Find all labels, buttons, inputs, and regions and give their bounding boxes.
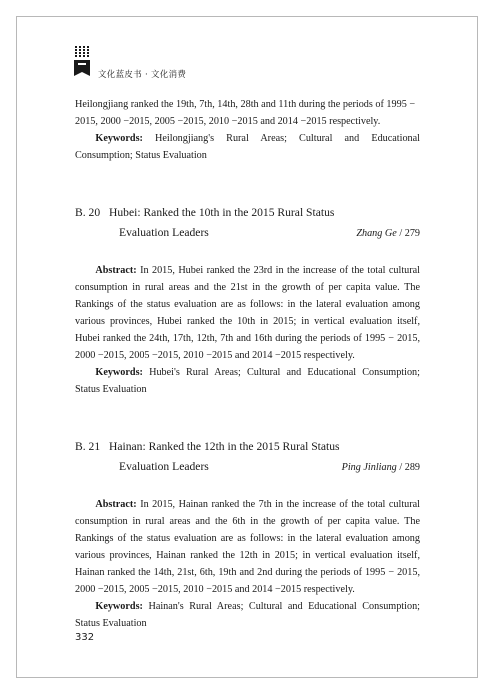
entry-subtitle-line xyxy=(75,458,420,476)
entry-number: B. 20 xyxy=(75,206,101,219)
keywords-text: Hainan's Rural Areas; Cultural and Educational Consumption; Status Evaluation xyxy=(75,601,420,629)
continued-keywords xyxy=(75,130,420,164)
entry-page-ref: 289 xyxy=(404,462,420,473)
entry-keywords xyxy=(75,364,420,398)
abstract-label: Abstract: xyxy=(95,499,137,510)
entry-author: Zhang Ge / 279 xyxy=(356,228,420,239)
keywords-text: Hubei's Rural Areas; Cultural and Educational Consumption; Status Evaluation xyxy=(75,367,420,395)
keywords-label: Keywords: xyxy=(95,133,143,144)
entry-title xyxy=(75,204,420,221)
continued-abstract: Heilongjiang ranked the 19th, 7th, 14th, 28th and 11th during the periods of 1995 − 2015, 2000 −2015, 2005 −2015, 2010 −2015 and 2014 −2015 respectively. xyxy=(75,99,416,127)
entry-subtitle-line xyxy=(75,224,420,242)
entry-b21 xyxy=(75,438,420,632)
book-logo-icon xyxy=(74,46,92,78)
entry-title-line2: Evaluation Leaders xyxy=(119,460,209,473)
entry-title-line2: Evaluation Leaders xyxy=(119,226,209,239)
keywords-text: Heilongjiang's Rural Areas; Cultural and Educational Consumption; Status Evaluation xyxy=(75,133,420,161)
abstract-label: Abstract: xyxy=(95,265,137,276)
keywords-label: Keywords: xyxy=(95,367,143,378)
entry-abstract xyxy=(75,262,420,364)
entry-page-ref: 279 xyxy=(404,228,420,239)
abstract-text: In 2015, Hainan ranked the 7th in the increase of the total cultural consumption in rural areas and the 6th in the growth of per capita value. The Rankings of the status evaluation are as follows: in the lateral evaluation among various provinces, Hainan ranked the 12th in 2015; in vertical evaluation itself, Hainan ranked the 14th, 21st, 6th, 19th and 2nd during the periods of 1995 − 2015, 2000 −2015, 2005 −2015, 2010 −2015 and 2014 −2015 respectively. xyxy=(75,499,420,595)
keywords-label: Keywords: xyxy=(95,601,143,612)
page-content xyxy=(75,96,420,632)
abstract-text: In 2015, Hubei ranked the 23rd in the increase of the total cultural consumption in rural areas and the 21st in the growth of per capita value. The Rankings of the status evaluation are as follows: in the lateral evaluation among various provinces, Hubei ranked the 10th in 2015; in vertical evaluation itself, Hubei ranked the 24th, 17th, 12th, 7th and 16th during the periods of 1995 − 2015, 2000 −2015, 2005 −2015, 2010 −2015 and 2014 −2015 respectively. xyxy=(75,265,420,361)
entry-title-line1: Hainan: Ranked the 12th in the 2015 Rural Status xyxy=(109,440,340,453)
page-header xyxy=(74,46,434,80)
entry-title xyxy=(75,438,420,455)
series-title: 文化蓝皮书 · 文化消费 xyxy=(98,70,187,80)
entry-keywords xyxy=(75,598,420,632)
entry-number: B. 21 xyxy=(75,440,101,453)
entry-abstract xyxy=(75,496,420,598)
page-number: 332 xyxy=(75,632,95,643)
entry-author: Ping Jinliang / 289 xyxy=(341,462,420,473)
entry-title-line1: Hubei: Ranked the 10th in the 2015 Rural Status xyxy=(109,206,335,219)
entry-b20 xyxy=(75,204,420,398)
